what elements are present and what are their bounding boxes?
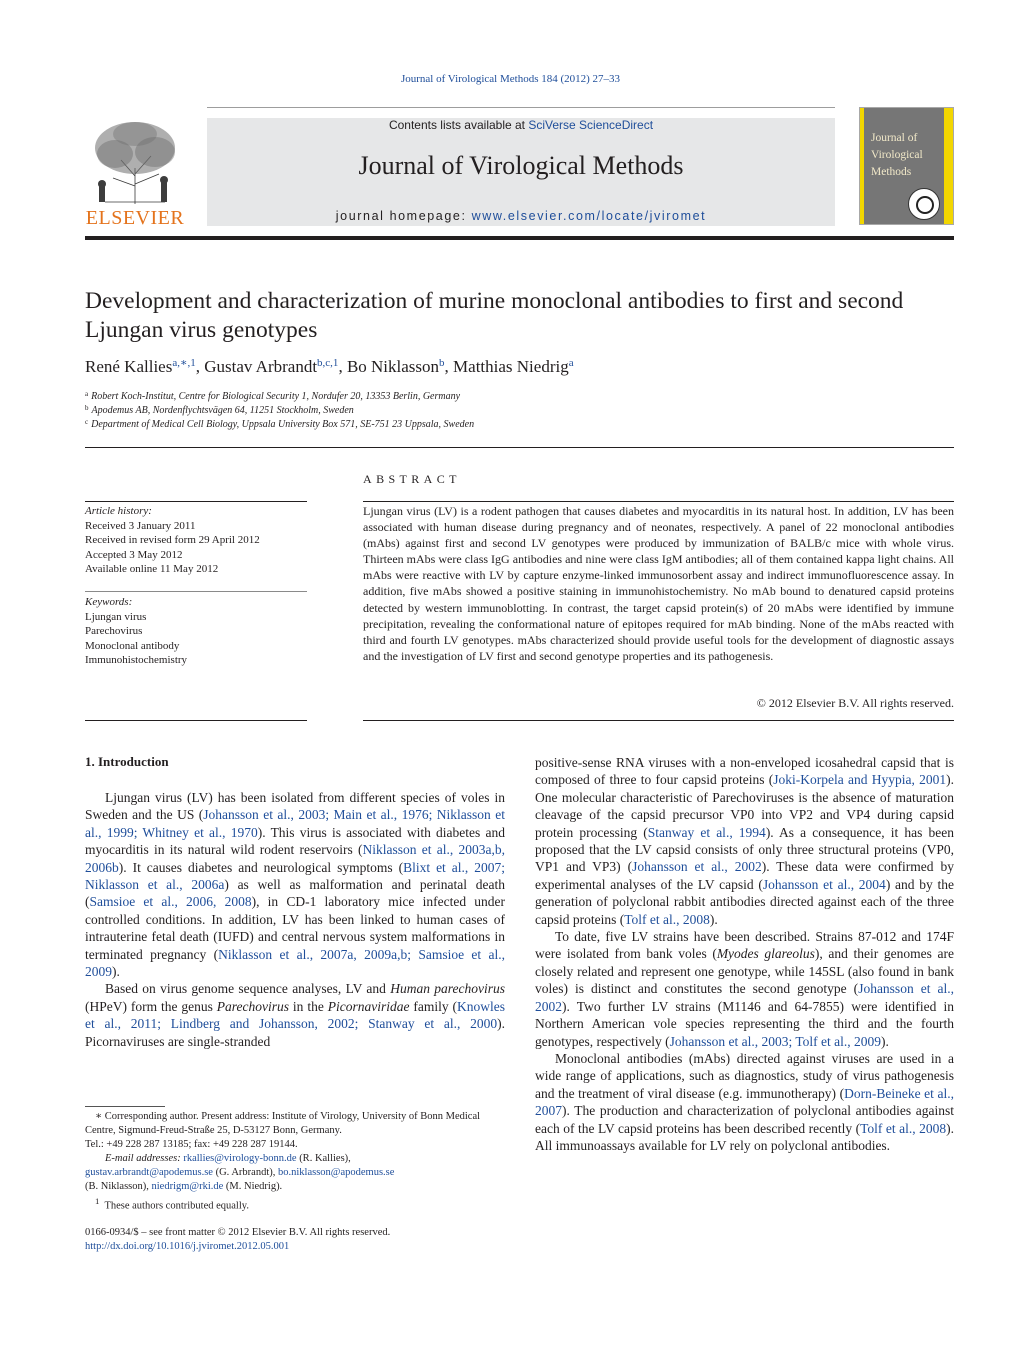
email-owner: (M. Niedrig). bbox=[223, 1181, 283, 1192]
paragraph-text: ). bbox=[112, 964, 120, 980]
author-list bbox=[85, 356, 965, 377]
article-info-rule bbox=[85, 501, 307, 502]
header-top-rule bbox=[207, 107, 835, 108]
email-link[interactable]: rkallies@virology-bonn.de bbox=[183, 1153, 297, 1164]
article-history-heading: Article history: bbox=[85, 505, 152, 517]
italic-text: Parechovirus bbox=[216, 998, 290, 1014]
paragraph-text: ). Two further LV strains (M1146 and 64-7855) were identified in Northern American vole species representing the third and the fourth genotypes, respectively ( bbox=[535, 998, 954, 1049]
keyword: Monoclonal antibody bbox=[85, 639, 180, 652]
paragraph-text: ). All immunoassays available for LV rely on polyclonal antibodies. bbox=[535, 1120, 954, 1153]
affiliation bbox=[85, 418, 965, 430]
affiliation-mark: a bbox=[85, 390, 89, 398]
italic-text: Human parechovirus bbox=[390, 981, 505, 997]
author-marks[interactable]: b,c,1 bbox=[317, 357, 339, 369]
author-name: Gustav Arbrandt bbox=[204, 357, 318, 376]
keywords-heading: Keywords: bbox=[85, 596, 133, 608]
article-title: Development and characterization of murine monoclonal antibodies to first and second Ljungan virus genotypes bbox=[85, 288, 904, 343]
contents-prefix: Contents lists available at bbox=[388, 118, 529, 132]
affiliation bbox=[85, 390, 965, 402]
email-addresses bbox=[85, 1152, 505, 1166]
email-link[interactable]: gustav.arbrandt@apodemus.se bbox=[85, 1167, 213, 1178]
abstract-bottom-rule bbox=[363, 720, 954, 721]
citation-link[interactable]: Stanway et al., 1994 bbox=[647, 824, 766, 840]
article-info-bottom-rule bbox=[85, 720, 307, 721]
doi-link[interactable]: http://dx.doi.org/10.1016/j.jviromet.2012.05.001 bbox=[85, 1241, 290, 1252]
italic-text: Myodes glareolus bbox=[716, 946, 815, 962]
citation-link[interactable]: Dorn-Beineke et al., 2007 bbox=[535, 1085, 954, 1119]
sciencedirect-link[interactable]: SciVerse ScienceDirect bbox=[528, 118, 654, 132]
contact-phone: Tel.: +49 228 287 13185; fax: +49 228 287 19144. bbox=[85, 1139, 298, 1150]
paragraph-text: ). As a consequence, it has been proposed that the LV capsid consists of only three structural proteins (VP0, VP1 and VP3) ( bbox=[535, 824, 954, 875]
elsevier-wordmark: ELSEVIER bbox=[85, 207, 185, 229]
affiliation-text: Department of Medical Cell Biology, Uppsala University Box 571, SE-751 23 Uppsala, Sweden bbox=[91, 419, 475, 430]
keywords-rule bbox=[85, 591, 307, 592]
cover-title-line: Journal of bbox=[871, 132, 918, 144]
paragraph-text: To date, five LV strains have been described. Strains 87-012 and 174F were isolated from bank voles ( bbox=[535, 929, 954, 962]
paragraph-text: family ( bbox=[409, 998, 457, 1014]
paragraph-text: ). It causes diabetes and neurological symptoms ( bbox=[118, 859, 404, 875]
paragraph-text: (HPeV) form the genus bbox=[85, 998, 217, 1014]
body-paragraph bbox=[85, 789, 505, 980]
citation-link[interactable]: Niklasson et al., 2007a, 2009a,b; Samsioe et al., 2009 bbox=[85, 946, 505, 980]
body-paragraph bbox=[535, 1050, 954, 1154]
journal-title: Journal of Virological Methods bbox=[358, 151, 684, 180]
keywords bbox=[85, 595, 307, 668]
keyword: Parechovirus bbox=[85, 625, 143, 638]
cover-title bbox=[871, 130, 947, 181]
paragraph-text: ). Picornaviruses are single-stranded bbox=[85, 1016, 505, 1049]
history-item: Received in revised form 29 April 2012 bbox=[85, 534, 260, 547]
citation-link[interactable]: Johansson et al., 2003; Tolf et al., 2009 bbox=[669, 1033, 881, 1049]
abstract-copyright: © 2012 Elsevier B.V. All rights reserved. bbox=[756, 696, 954, 710]
equal-contribution-note bbox=[85, 1194, 505, 1214]
keyword: Ljungan virus bbox=[85, 610, 147, 623]
email-addresses-cont bbox=[85, 1180, 505, 1194]
body-paragraph bbox=[85, 980, 505, 1050]
author-name: Bo Niklasson bbox=[346, 357, 440, 376]
contents-line bbox=[207, 118, 835, 132]
front-matter-line: 0166-0934/$ – see front matter © 2012 Elsevier B.V. All rights reserved. bbox=[85, 1227, 391, 1238]
journal-homepage bbox=[207, 209, 835, 223]
journal-reference[interactable]: Journal of Virological Methods 184 (2012) 27–33 bbox=[400, 73, 621, 85]
abstract-heading: ABSTRACT bbox=[363, 472, 461, 486]
paragraph-text: ). One molecular characteristic of Parechoviruses is the absence of maturation cleavage of the capsid precursor VP0 into VP2 and VP4 during capsid protein processing ( bbox=[535, 772, 954, 840]
cover-title-line: Virological bbox=[871, 149, 923, 161]
equal-contribution-text: These authors contributed equally. bbox=[104, 1200, 249, 1212]
title-block-rule bbox=[85, 447, 954, 448]
section-heading: 1. Introduction bbox=[85, 754, 169, 769]
body-paragraph bbox=[535, 928, 954, 1050]
affiliation-mark: b bbox=[85, 404, 89, 412]
citation-link[interactable]: Niklasson et al., 2003a,b, 2006b bbox=[85, 842, 506, 875]
italic-text: Picornaviridae bbox=[327, 998, 410, 1014]
author-separator: , bbox=[338, 357, 347, 376]
author-marks[interactable]: a,∗,1 bbox=[172, 357, 196, 369]
affiliation bbox=[85, 404, 965, 416]
author-separator: , bbox=[195, 357, 205, 376]
affiliation-text: Robert Koch-Institut, Centre for Biological Security 1, Nordufer 20, 13353 Berlin, Germany bbox=[91, 391, 461, 402]
citation-link[interactable]: Tolf et al., 2008 bbox=[860, 1120, 947, 1136]
paragraph-text: ). bbox=[880, 1033, 889, 1049]
email-label: E-mail addresses: bbox=[105, 1153, 181, 1164]
email-link[interactable]: bo.niklasson@apodemus.se bbox=[278, 1167, 395, 1178]
corresponding-author-note bbox=[85, 1110, 505, 1138]
paragraph-text: positive-sense RNA viruses with a non-enveloped icosahedral capsid that is composed of three to four capsid proteins ( bbox=[535, 755, 954, 788]
citation-link[interactable]: Knowles et al., 2011; Lindberg and Johansson, 2002; Stanway et al., 2000 bbox=[85, 998, 505, 1032]
body-paragraph bbox=[535, 754, 954, 928]
citation-link[interactable]: Tolf et al., 2008 bbox=[624, 911, 710, 927]
paragraph-text: ). These data were confirmed by experimental analyses of the LV capsid ( bbox=[535, 859, 954, 892]
cover-seal-icon bbox=[908, 188, 940, 220]
paragraph-text: Ljungan virus (LV) has been isolated from different species of voles in Sweden and the US ( bbox=[85, 790, 505, 823]
paragraph-text: Based on virus genome sequence analyses, LV and bbox=[105, 981, 391, 997]
author-separator: , bbox=[444, 357, 454, 376]
citation-link[interactable]: Joki-Korpela and Hyypia, 2001 bbox=[773, 772, 947, 788]
body-column-right bbox=[535, 754, 954, 1154]
elsevier-tree-icon bbox=[85, 116, 185, 208]
journal-cover-thumbnail bbox=[859, 107, 954, 225]
email-owner: (G. Arbrandt), bbox=[212, 1167, 278, 1178]
citation-link[interactable]: Johansson et al., 2004 bbox=[762, 876, 886, 892]
email-link[interactable]: niedrigm@rki.de bbox=[151, 1181, 224, 1192]
citation-link[interactable]: Blixt et al., 2007; Niklasson et al., 2006a bbox=[85, 859, 505, 893]
cover-title-line: Methods bbox=[871, 166, 912, 178]
paragraph-text: ) as well as malformation and perinatal death ( bbox=[85, 877, 505, 910]
footnotes bbox=[85, 1110, 505, 1214]
citation-link[interactable]: Johansson et al., 2002 bbox=[535, 981, 954, 1014]
citation-link[interactable]: Johansson et al., 2002 bbox=[632, 859, 762, 875]
footnote-mark: 1 bbox=[95, 1196, 100, 1206]
history-item: Received 3 January 2011 bbox=[85, 519, 196, 532]
paragraph-text: Monoclonal antibodies (mAbs) directed against viruses are used in a wide range of applications, such as diagnostics, study of virus pathogenesis and the treatment of viral disease (e.g. immunotherapy) ( bbox=[535, 1050, 954, 1101]
history-item: Accepted 3 May 2012 bbox=[85, 548, 183, 561]
author-marks[interactable]: a bbox=[568, 357, 574, 369]
footnote-mark: ∗ bbox=[95, 1111, 103, 1122]
citation-link[interactable]: Johansson et al., 2003; Main et al., 1976; Niklasson et al., 1999; Whitney et al., 1970 bbox=[85, 807, 505, 840]
footnote-rule bbox=[85, 1106, 165, 1107]
affiliation-mark: c bbox=[85, 418, 89, 426]
citation-link[interactable]: Samsioe et al., 2006, 2008 bbox=[89, 894, 252, 910]
paragraph-text: ). bbox=[709, 911, 718, 927]
paragraph-text: in the bbox=[289, 998, 328, 1014]
paragraph-text: ), in CD-1 laboratory mice infected under controlled conditions. In addition, LV has been linked to human cases of intrauterine fetal death (IUFD) and central nervous system malformations in terminated pregnancy ( bbox=[85, 894, 506, 962]
paragraph-text: ). This virus is associated with diabetes and myocarditis in its natural wild rodent reservoirs ( bbox=[85, 824, 505, 858]
homepage-link[interactable]: www.elsevier.com/locate/jviromet bbox=[471, 209, 707, 223]
email-owner: (R. Kallies), bbox=[296, 1153, 351, 1164]
front-matter bbox=[85, 1226, 505, 1254]
author-name: René Kallies bbox=[85, 357, 173, 376]
homepage-prefix: journal homepage: bbox=[335, 209, 472, 223]
abstract-top-rule bbox=[363, 501, 954, 502]
cover-left-stripe bbox=[860, 108, 864, 224]
body-column-left bbox=[85, 789, 505, 1050]
paragraph-text: ). The production and characterization of polyclonal antibodies against each of the LV capsid proteins has been described recently ( bbox=[535, 1103, 954, 1136]
header-bottom-rule bbox=[85, 236, 954, 240]
keyword: Immunohistochemistry bbox=[85, 654, 188, 667]
affiliation-text: Apodemus AB, Nordenflychtsvägen 64, 11251 Stockholm, Sweden bbox=[91, 405, 354, 416]
paragraph-text: ), and their genomes are closely related and represent one genotype, while 145SL (also found in bank voles) is distinct and constitutes the second genotype ( bbox=[535, 946, 954, 997]
email-owner: (B. Niklasson), bbox=[85, 1181, 152, 1192]
article-history bbox=[85, 504, 307, 577]
author-name: Matthias Niedrig bbox=[453, 357, 569, 376]
email-addresses-cont bbox=[85, 1166, 505, 1180]
abstract-text: Ljungan virus (LV) is a rodent pathogen that causes diabetes and myocarditis in its natural host. In addition, LV has been associated with human disease during pregnancy and of neonates, respectively. A panel of 22 monoclonal antibodies (mAbs) against first and second LV genotypes were produced by immunization of BALB/c mice with whole virus. Thirteen mAbs were class IgG antibodies and nine were class IgM antibodies; all of them contained kappa light chains. All mAbs were reactive with LV by capture enzyme-linked immunosorbent assay and indirect immunofluorescence assay. In addition, five mAbs showed a positive staining in immunohistochemistry. No mAb bound to denatured capsid proteins detected by western immunoblotting. In contrast, the target capsid protein(s) of 20 mAbs were identified by immune precipitation, revealing the conformational nature of epitopes required for mAb binding. None of the mAbs reacted with third and fourth LV genotypes. mAbs characterized should provide useful tools for the development of diagnostic assays and the investigation of LV first and second genotype properties and its pathogenesis. bbox=[363, 504, 954, 663]
paragraph-text: ) and by the generation of polyclonal rabbit antibodies directed against each of the three capsid proteins ( bbox=[535, 876, 954, 927]
corresponding-text: Corresponding author. Present address: Institute of Virology, University of Bonn Medical Centre, Sigmund-Freud-Straße 25, D-53127 Bonn, Germany. bbox=[85, 1111, 481, 1136]
author-marks[interactable]: b bbox=[439, 357, 445, 369]
history-item: Available online 11 May 2012 bbox=[85, 563, 219, 576]
